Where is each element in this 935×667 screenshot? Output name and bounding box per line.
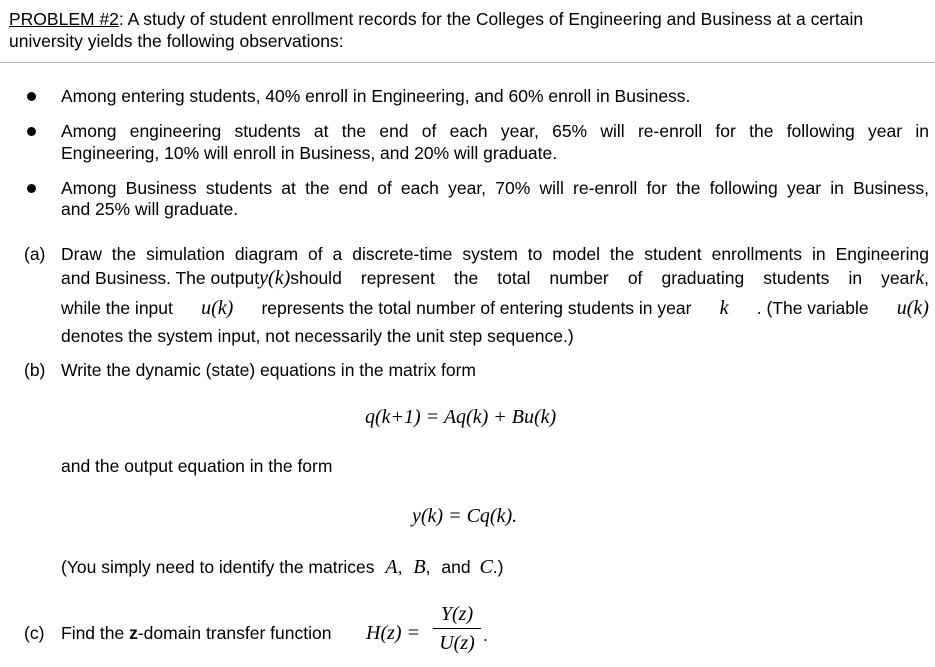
part-a-line4: denotes the system input, not necessarily the unit step sequence.) [61,326,574,346]
part-c-text-pre: Find the [61,623,130,643]
part-a-line3-mid2: . (The variable [756,298,869,318]
tf-denominator: U(z) [439,632,475,655]
bullet-2-line1: Among engineering students at the end of each year, 65% will re-enroll for the following year in [61,121,929,141]
part-a-output-var: y(k) [259,267,291,289]
part-a-line2 [61,267,929,289]
tf-numerator: Y(z) [440,603,474,625]
transfer-function-lhs: H(z) = [366,622,421,644]
part-b-note-pre: (You simply need to identify the matrices [61,557,375,577]
part-a-year-var-2: k [719,297,729,319]
state-equation: q(k+1) = Aq(k) + Bu(k) [365,406,557,428]
part-b-label: (b) [24,360,46,380]
transfer-function-fraction [433,602,481,655]
problem-intro-line2: university yields the following observations: [9,31,344,51]
part-b-line1: Write the dynamic (state) equations in the matrix form [61,360,476,380]
problem-label: PROBLEM #2 [9,9,119,29]
comma-2: , [425,557,431,577]
bullet-3-line2: and 25% will graduate. [61,199,239,219]
header-divider [0,62,935,63]
part-a-label: (a) [24,244,46,264]
part-c-text-post: -domain transfer function [137,623,332,643]
part-a-line3 [61,297,929,319]
part-a-line1: Draw the simulation diagram of a discrete-time system to model the student enrollments in Engineering [61,244,929,264]
matrix-a: A [385,556,398,578]
part-a-line3-pre: while the input [61,298,173,318]
bullet-3-line1: Among Business students at the end of each year, 70% will re-enroll for the following year in Business, [61,178,929,198]
part-b-line2: and the output equation in the form [61,456,333,476]
part-a-line2-post: , [924,268,929,288]
matrix-c: C [479,556,493,578]
part-a-line3-mid: represents the total number of entering students in year [261,298,692,318]
output-equation: y(k) = Cq(k). [412,505,518,527]
bullet-dot-3 [27,184,36,193]
part-a-input-var: u(k) [201,297,234,319]
bullet-dot-1 [27,92,36,101]
part-b-note [61,554,503,580]
part-b-note-post: .) [492,557,504,577]
part-c-text [61,622,331,644]
comma-1: , [397,557,403,577]
part-c-z: z [129,623,138,643]
problem-header [9,8,863,30]
part-c-label: (c) [24,623,45,643]
part-a-input-var-2: u(k) [896,297,929,319]
part-a-line2-pre: and Business. The output [61,268,260,288]
bullet-1-line1: Among entering students, 40% enroll in Engineering, and 60% enroll in Business. [61,86,691,106]
part-a-year-var: k [915,267,925,289]
matrix-b: B [413,556,426,578]
transfer-function-period: . [483,625,488,645]
part-a-line2-end [915,267,929,289]
part-a-line2-mid: should represent the total number of graduating students in year [290,268,916,288]
part-b-note-and: and [441,557,471,577]
fraction-bar [433,628,481,629]
bullet-dot-2 [27,127,36,136]
bullet-2-line2: Engineering, 10% will enroll in Business, and 20% will graduate. [61,143,558,163]
problem-intro-line1: : A study of student enrollment records for the Colleges of Engineering and Business at a certain [118,9,864,29]
